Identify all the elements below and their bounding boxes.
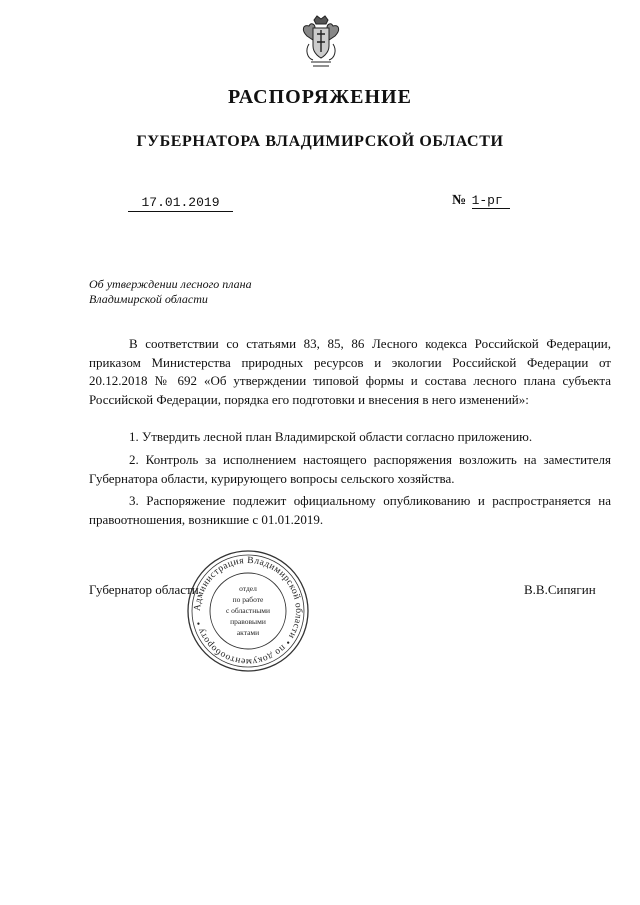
number-sign: №: [452, 193, 467, 208]
preamble-paragraph: В соответствии со статьями 83, 85, 86 Лесного кодекса Российской Федерации, приказом Министерства природных ресурсов и экологии Российской Федерации от 20.12.2018 № 692 «Об утверждении типовой формы и состава лесного плана субъекта Российской Федерации, порядка его подготовки и внесения в него изменений»:: [89, 336, 611, 407]
official-stamp: [185, 548, 311, 674]
subject-line: Об утверждении лесного плана: [89, 277, 252, 291]
document-number: [452, 193, 510, 209]
stamp-ring-text: Администрация Владимирской области • по документообороту •: [192, 555, 304, 667]
stamp-center-line: с областными: [225, 606, 271, 615]
document-date: 17.01.2019: [128, 195, 233, 212]
stamp-center-line: правовыми: [230, 617, 266, 626]
stamp-center-line: актами: [236, 628, 260, 637]
order-item: 3. Распоряжение подлежит официальному опубликованию и распространяется на правоотношения, возникшие с 01.01.2019.: [89, 493, 611, 527]
signature-title: Губернатор области: [89, 582, 199, 597]
stamp-center-line: отдел: [239, 584, 257, 593]
signature-name: В.В.Сипягин: [524, 582, 596, 597]
number-value: 1-рг: [472, 193, 510, 209]
subject-line: Владимирской области: [89, 292, 208, 306]
document-heading: РАСПОРЯЖЕНИЕ: [228, 86, 412, 108]
coat-of-arms-icon: [299, 14, 343, 70]
order-item: 2. Контроль за исполнением настоящего распоряжения возложить на заместителя Губернатора области, курирующего вопросы сельского хозяйства.: [89, 452, 611, 486]
document-subject: [89, 277, 252, 307]
document-subheading: ГУБЕРНАТОРА ВЛАДИМИРСКОЙ ОБЛАСТИ: [136, 133, 504, 150]
stamp-center-line: по работе: [232, 595, 264, 604]
order-item: 1. Утвердить лесной план Владимирской области согласно приложению.: [129, 429, 533, 444]
